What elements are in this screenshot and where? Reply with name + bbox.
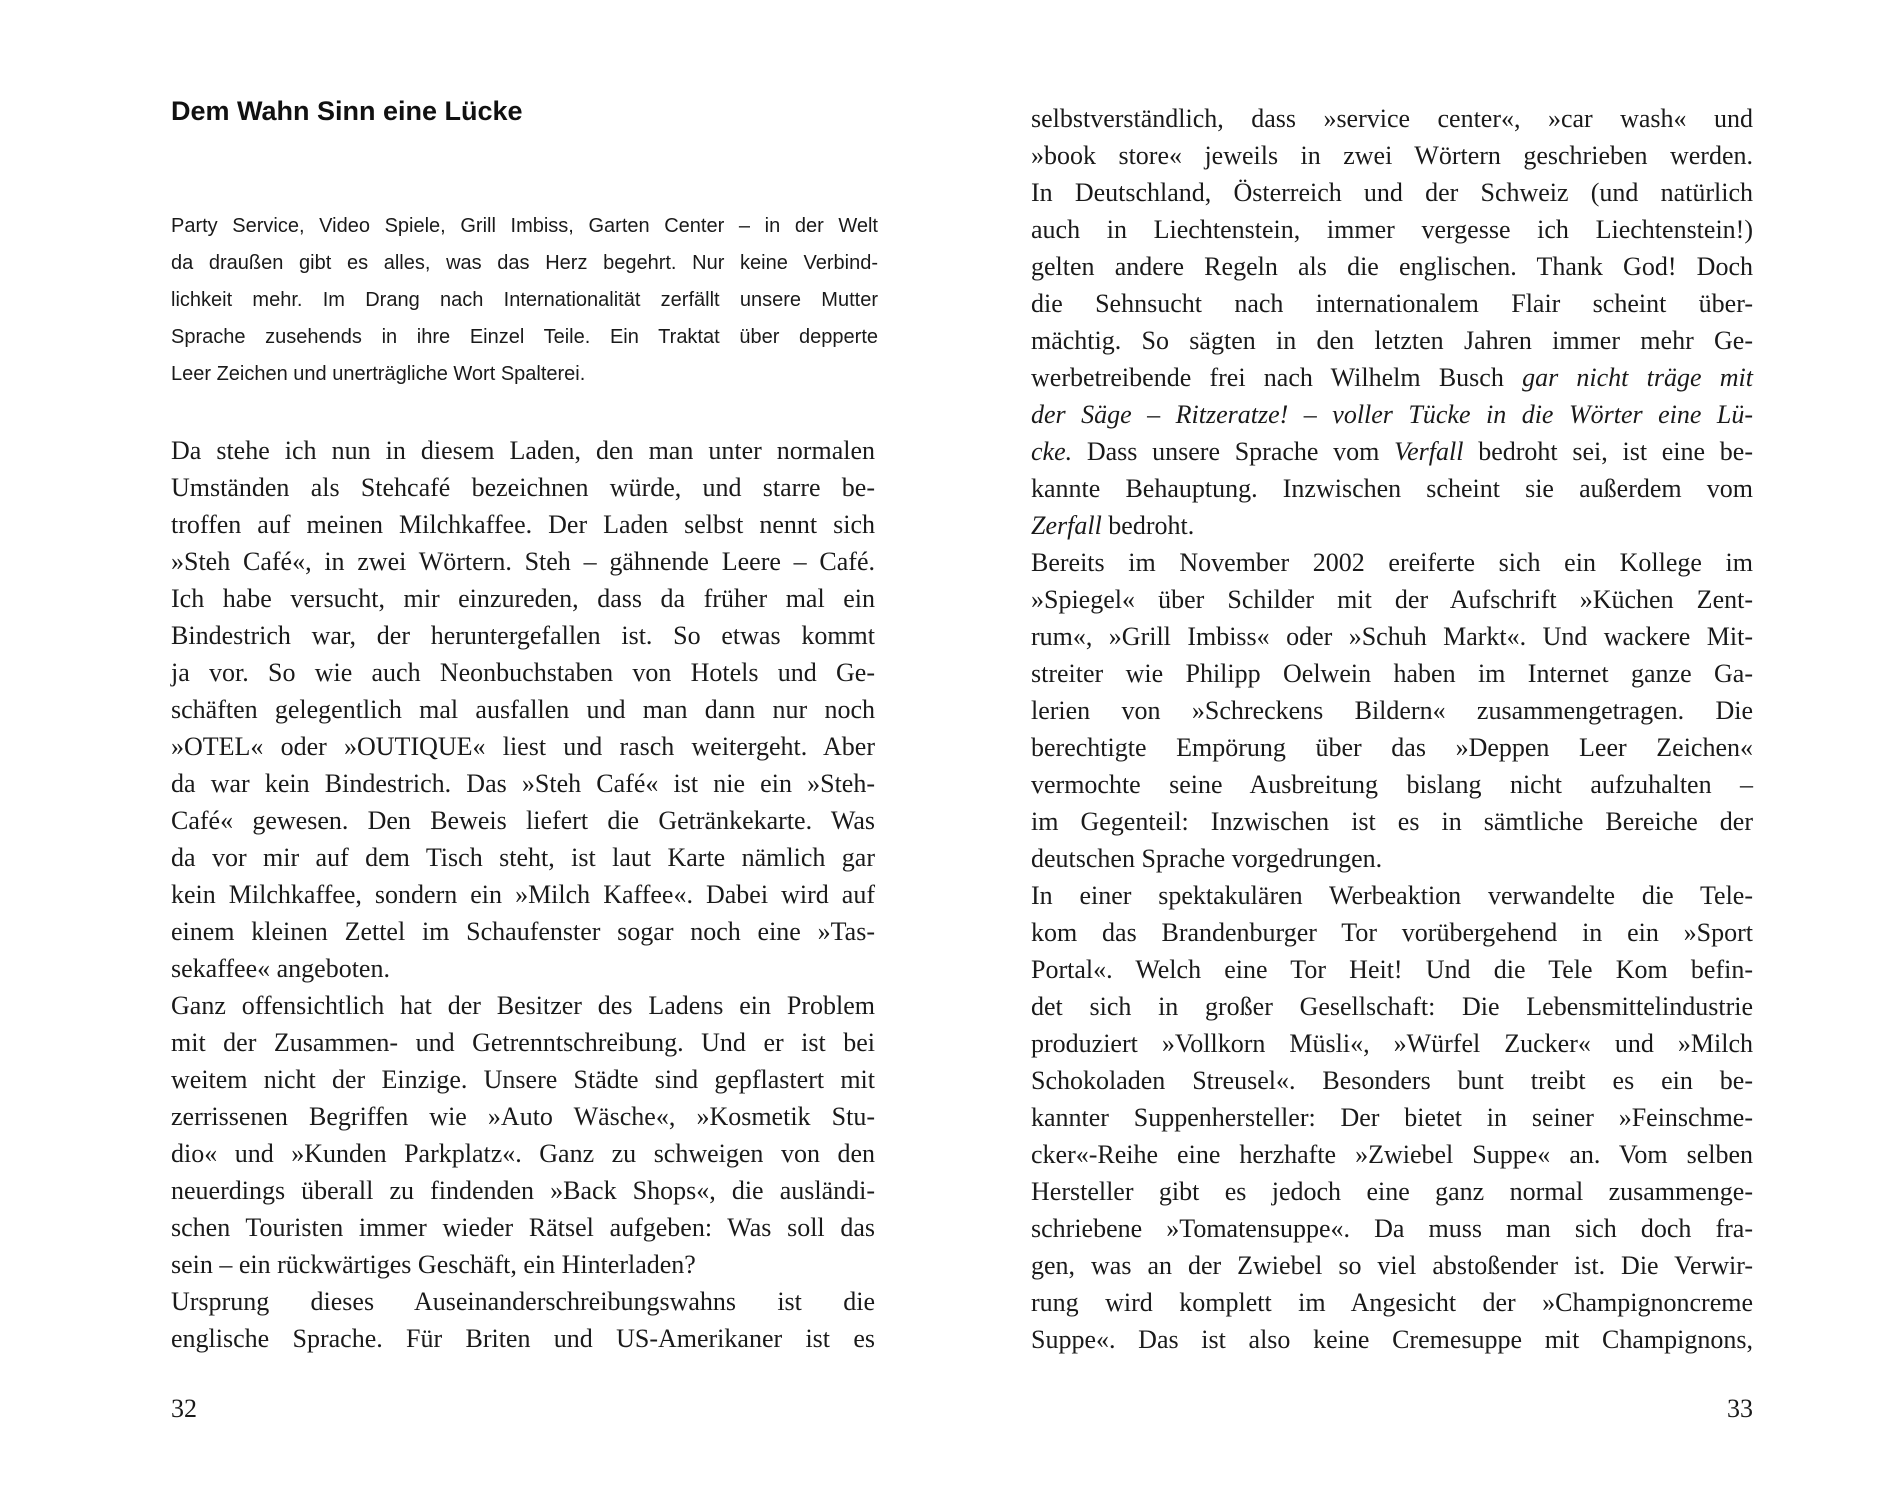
text-segment: Dass unsere Sprache vom [1072,437,1395,466]
text-segment: mit der Zusammen- und Getrenntschreibung. Und er ist bei [171,1028,875,1057]
text-line [1031,100,1753,137]
text-segment: einem kleinen Zettel im Schaufenster sogar noch eine »Tas- [171,917,875,946]
text-line [1031,1136,1753,1173]
text-segment: lichkeit mehr. Im Drang nach Internationalität zerfällt unsere Mutter [171,289,878,311]
text-segment: lerien von »Schreckens Bildern« zusammengetragen. Die [1031,696,1753,725]
text-line [171,839,875,876]
text-line [1031,507,1753,544]
text-line [171,1172,875,1209]
text-line [171,617,875,654]
text-segment: streiter wie Philipp Oelwein haben im Internet ganze Ga- [1031,659,1753,688]
text-line [1031,137,1753,174]
text-segment: det sich in großer Gesellschaft: Die Lebensmittelindustrie [1031,992,1753,1021]
text-segment: Da stehe ich nun in diesem Laden, den man unter normalen [171,436,875,465]
text-segment: schriebene »Tomatensuppe«. Da muss man sich doch fra- [1031,1214,1753,1243]
text-line [171,580,875,617]
text-line [171,950,875,987]
text-line [1031,1247,1753,1284]
page-number-right: 33 [1727,1394,1753,1423]
text-segment: weitem nicht der Einzige. Unsere Städte sind gepflastert mit [171,1065,875,1094]
text-segment: produziert »Vollkorn Müsli«, »Würfel Zucker« und »Milch [1031,1029,1753,1058]
text-line [1031,433,1753,470]
text-segment: im Gegenteil: Inzwischen ist es in sämtliche Bereiche der [1031,807,1753,836]
chapter-intro [171,208,878,393]
text-line [171,913,875,950]
text-line [171,1061,875,1098]
text-line [171,1209,875,1246]
text-segment: Ursprung dieses Auseinanderschreibungswahns ist die [171,1287,875,1316]
text-line [1031,951,1753,988]
text-line [1031,1062,1753,1099]
text-line [1031,359,1753,396]
chapter-title: Dem Wahn Sinn eine Lücke [171,96,523,126]
italic-text: cke. [1031,437,1073,466]
text-line [171,319,878,356]
text-segment: kom das Brandenburger Tor vorübergehend in ein »Sport [1031,918,1753,947]
text-line [1031,988,1753,1025]
text-line [1031,729,1753,766]
text-line [1031,914,1753,951]
text-line [1031,1284,1753,1321]
italic-text: Verfall [1394,437,1464,466]
text-segment: da war kein Bindestrich. Das »Steh Café« ist nie ein »Steh- [171,769,875,798]
text-line [1031,655,1753,692]
text-line [171,728,875,765]
body-text-right [1031,100,1753,1358]
text-line [171,469,875,506]
text-segment: neuerdings überall zu findenden »Back Shops«, die ausländi- [171,1176,875,1205]
text-segment: gen, was an der Zwiebel so viel abstoßender ist. Die Verwir- [1031,1251,1753,1280]
text-segment: Bereits im November 2002 ereiferte sich ein Kollege im [1031,548,1753,577]
text-line [171,802,875,839]
text-segment: »book store« jeweils in zwei Wörtern geschrieben werden. [1031,141,1753,170]
text-segment: kannte Behauptung. Inzwischen scheint sie außerdem vom [1031,474,1753,503]
text-line [171,1320,875,1357]
text-line [171,691,875,728]
text-segment: In Deutschland, Österreich und der Schweiz (und natürlich [1031,178,1753,207]
text-line [1031,285,1753,322]
text-line [1031,248,1753,285]
italic-text: Zerfall [1031,511,1102,540]
text-line [1031,692,1753,729]
page-number-left: 32 [171,1394,197,1423]
text-segment: »Steh Café«, in zwei Wörtern. Steh – gähnende Leere – Café. [171,547,875,576]
text-segment: Ganz offensichtlich hat der Besitzer des Ladens ein Problem [171,991,875,1020]
text-segment: rum«, »Grill Imbiss« oder »Schuh Markt«. Und wackere Mit- [1031,622,1753,651]
text-segment: sekaffee« angeboten. [171,954,390,983]
text-line [1031,544,1753,581]
text-line [1031,322,1753,359]
text-segment: schäften gelegentlich mal ausfallen und man dann nur noch [171,695,875,724]
right-page [948,0,1896,1497]
text-segment: Suppe«. Das ist also keine Cremesuppe mit Champignons, [1031,1325,1753,1354]
text-line [1031,877,1753,914]
text-line [171,543,875,580]
text-line [1031,1210,1753,1247]
text-segment: Party Service, Video Spiele, Grill Imbiss, Garten Center – in der Welt [171,215,878,237]
text-segment: »OTEL« oder »OUTIQUE« liest und rasch weitergeht. Aber [171,732,875,761]
text-line [171,432,875,469]
text-segment: Bindestrich war, der heruntergefallen ist. So etwas kommt [171,621,875,650]
text-segment: mächtig. So sägten in den letzten Jahren immer mehr Ge- [1031,326,1753,355]
text-segment: berechtigte Empörung über das »Deppen Leer Zeichen« [1031,733,1753,762]
text-line [1031,1173,1753,1210]
text-line [171,1246,875,1283]
text-segment: Sprache zusehends in ihre Einzel Teile. Ein Traktat über depperte [171,326,878,348]
text-segment: sein – ein rückwärtiges Geschäft, ein Hinterladen? [171,1250,696,1279]
text-line [1031,803,1753,840]
italic-text: gar nicht träge mit [1522,363,1753,392]
text-segment: bedroht. [1101,511,1195,540]
text-segment: da vor mir auf dem Tisch steht, ist laut Karte nämlich gar [171,843,875,872]
text-segment: rung wird komplett im Angesicht der »Champignoncreme [1031,1288,1753,1317]
text-segment: werbetreibende frei nach Wilhelm Busch [1031,363,1523,392]
text-segment: Schokoladen Streusel«. Besonders bunt treibt es ein be- [1031,1066,1753,1095]
body-text-left [171,432,875,1357]
text-line [1031,470,1753,507]
text-segment: dio« und »Kunden Parkplatz«. Ganz zu schweigen von den [171,1139,875,1168]
text-segment: cker«-Reihe eine herzhafte »Zwiebel Suppe« an. Vom selben [1031,1140,1753,1169]
text-line [171,506,875,543]
text-segment: schen Touristen immer wieder Rätsel aufgeben: Was soll das [171,1213,875,1242]
text-line [1031,211,1753,248]
text-segment: »Spiegel« über Schilder mit der Aufschrift »Küchen Zent- [1031,585,1753,614]
text-segment: Café« gewesen. Den Beweis liefert die Getränkekarte. Was [171,806,875,835]
text-segment: ja vor. So wie auch Neonbuchstaben von Hotels und Ge- [171,658,875,687]
text-line [1031,766,1753,803]
text-segment: gelten andere Regeln als die englischen. Thank God! Doch [1031,252,1753,281]
text-line [1031,581,1753,618]
text-line [1031,396,1753,433]
text-line [171,282,878,319]
text-segment: In einer spektakulären Werbeaktion verwandelte die Tele- [1031,881,1753,910]
text-line [171,356,878,393]
text-segment: Portal«. Welch eine Tor Heit! Und die Tele Kom befin- [1031,955,1753,984]
text-segment: troffen auf meinen Milchkaffee. Der Laden selbst nennt sich [171,510,875,539]
text-segment: deutschen Sprache vorgedrungen. [1031,844,1383,873]
text-line [1031,840,1753,877]
text-segment: Umständen als Stehcafé bezeichnen würde, und starre be- [171,473,875,502]
text-line [171,1283,875,1320]
text-segment: englische Sprache. Für Briten und US-Amerikaner ist es [171,1324,875,1353]
text-segment: die Sehnsucht nach internationalem Flair scheint über- [1031,289,1753,318]
text-line [1031,618,1753,655]
text-segment: kein Milchkaffee, sondern ein »Milch Kaffee«. Dabei wird auf [171,880,875,909]
text-segment: zerrissenen Begriffen wie »Auto Wäsche«, »Kosmetik Stu- [171,1102,875,1131]
text-segment: kannter Suppenhersteller: Der bietet in seiner »Feinschme- [1031,1103,1753,1132]
text-segment: auch in Liechtenstein, immer vergesse ich Liechtenstein!) [1031,215,1753,244]
text-segment: da draußen gibt es alles, was das Herz begehrt. Nur keine Verbind- [171,252,878,274]
text-segment: Ich habe versucht, mir einzureden, dass da früher mal ein [171,584,875,613]
text-segment: Hersteller gibt es jedoch eine ganz normal zusammenge- [1031,1177,1753,1206]
text-line [171,987,875,1024]
text-line [171,876,875,913]
text-segment: Leer Zeichen und unerträgliche Wort Spalterei. [171,363,586,385]
text-line [171,1098,875,1135]
italic-text: der Säge – Ritzeratze! – voller Tücke in die Wörter eine Lü- [1031,400,1753,429]
text-line [171,208,878,245]
text-line [171,1024,875,1061]
text-line [1031,1099,1753,1136]
text-segment: selbstverständlich, dass »service center«, »car wash« und [1031,104,1753,133]
text-line [171,1135,875,1172]
text-line [1031,174,1753,211]
text-segment: vermochte seine Ausbreitung bislang nicht aufzuhalten – [1031,770,1753,799]
text-segment: bedroht sei, ist eine be- [1463,437,1753,466]
text-line [171,245,878,282]
text-line [171,654,875,691]
text-line [1031,1321,1753,1358]
text-line [1031,1025,1753,1062]
text-line [171,765,875,802]
